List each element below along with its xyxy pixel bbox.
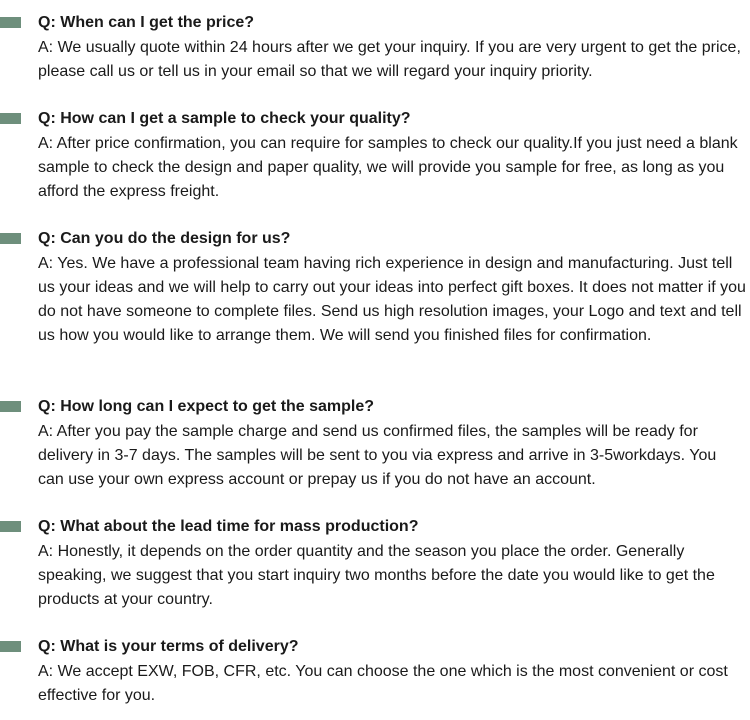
faq-answer: A: Honestly, it depends on the order quantity and the season you place the order. Generally speaking, we suggest that you start inquiry two months before the date you would like to get the products at your country. [38, 543, 715, 608]
faq-answer: A: We usually quote within 24 hours after we get your inquiry. If you are very urgent to get the price, please call us or tell us in your email so that we will regard your inquiry priority. [38, 39, 741, 80]
bullet-marker [0, 113, 21, 124]
faq-question: Q: When can I get the price? [38, 14, 255, 31]
bullet-marker [0, 521, 21, 532]
faq-question: Q: How can I get a sample to check your quality? [38, 110, 411, 127]
faq-question: Q: What is your terms of delivery? [38, 638, 299, 655]
faq-question: Q: What about the lead time for mass production? [38, 518, 419, 535]
faq-answer: A: After price confirmation, you can require for samples to check our quality.If you just need a blank sample to check the design and paper quality, we will provide you sample for free, as long as you afford the express freight. [38, 135, 738, 200]
bullet-marker [0, 233, 21, 244]
faq-question: Q: How long can I expect to get the sample? [38, 398, 375, 415]
bullet-marker [0, 17, 21, 28]
bullet-marker [0, 401, 21, 412]
faq-answer: A: We accept EXW, FOB, CFR, etc. You can choose the one which is the most convenient or cost effective for you. [38, 663, 728, 704]
bullet-marker [0, 641, 21, 652]
faq-question: Q: Can you do the design for us? [38, 230, 291, 247]
faq-answer: A: After you pay the sample charge and send us confirmed files, the samples will be ready for delivery in 3-7 days. The samples will be sent to you via express and arrive in 3-5workdays. You can use your own express account or prepay us if you do not have an account. [38, 423, 717, 488]
faq-answer: A: Yes. We have a professional team having rich experience in design and manufacturing. Just tell us your ideas and we will help to carry out your ideas into perfect gift boxes. It does not matter if you do not have someone to complete files. Send us high resolution images, your Logo and text and tell us how you would like to arrange them. We will send you finished files for confirmation. [38, 255, 746, 344]
